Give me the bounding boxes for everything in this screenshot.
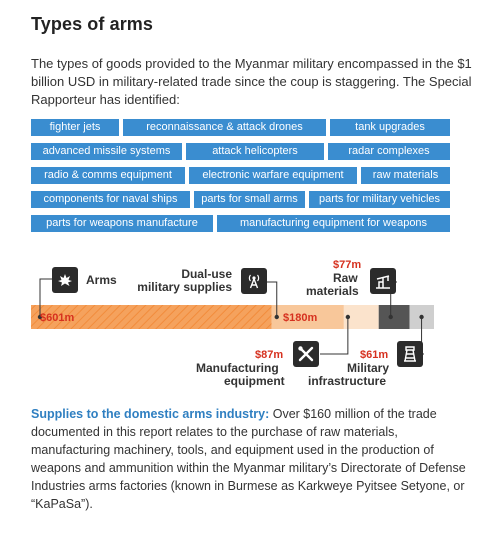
tag-row (31, 143, 450, 160)
label-manufacturing-line1: Manufacturing (196, 361, 279, 375)
footer-lead: Supplies to the domestic arms industry: (31, 407, 270, 421)
label-arms: Arms (86, 273, 117, 287)
value-manufacturing: $87m (255, 349, 284, 361)
value-infrastructure: $61m (360, 349, 389, 361)
bar-segments (31, 305, 434, 329)
label-raw-line2: materials (306, 284, 359, 298)
tag-row (31, 215, 450, 232)
tag-naval-components: components for naval ships (31, 191, 190, 208)
intro-paragraph: The types of goods provided to the Myanmar military encompassed in the $1 billion USD in military-related trade since the coup is staggering. The Special Rapporteur has identified: (31, 56, 472, 107)
tag-manufacturing-equipment: manufacturing equipment for weapons (217, 215, 450, 232)
tag-fighter-jets: fighter jets (31, 119, 119, 136)
label-infra-line1: Military (347, 361, 390, 375)
label-infra-line2: infrastructure (308, 374, 387, 388)
value-dual-use: $180m (283, 312, 318, 324)
tag-attack-helicopters: attack helicopters (186, 143, 324, 160)
tag-radar-complexes: radar complexes (328, 143, 450, 160)
tag-radio-comms: radio & comms equipment (31, 167, 185, 184)
page-title: Types of arms (31, 14, 154, 34)
tower-icon (397, 341, 423, 367)
tag-raw-materials: raw materials (361, 167, 450, 184)
explosion-icon (52, 267, 78, 293)
label-dual-use-line1: Dual-use (181, 267, 232, 281)
footer-body: Over $160 million of the trade documented in this report relates to the purchase of raw materials, manufacturing machinery, tools, and equipment used in the production of weapons and ammunition within the Myanmar military’s Directorate of Defense Industries arms factories (known in Burmese as Karkweye Pyitsee Setyone, or “KaPaSa”). (31, 407, 466, 511)
leader-raw-materials-dot (389, 315, 393, 319)
oil-pump-icon (370, 268, 396, 294)
tag-weapons-manufacture-parts: parts for weapons manufacture (31, 215, 213, 232)
leader-manufacturing-dot (346, 315, 350, 319)
wrench-screwdriver-icon (293, 341, 319, 367)
tag-row (31, 167, 450, 184)
footer-paragraph (31, 405, 476, 513)
label-dual-use-line2: military supplies (137, 280, 232, 294)
tag-row (31, 191, 450, 208)
bar-raw-materials (379, 305, 410, 329)
label-manufacturing-line2: equipment (224, 374, 285, 388)
tag-small-arms-parts: parts for small arms (194, 191, 305, 208)
leader-dual-use-dot (275, 315, 279, 319)
tag-drones: reconnaissance & attack drones (123, 119, 326, 136)
tag-vehicle-parts: parts for military vehicles (309, 191, 450, 208)
radio-tower-icon (241, 268, 267, 294)
tag-tank-upgrades: tank upgrades (330, 119, 450, 136)
label-raw-line1: Raw (333, 271, 358, 285)
leader-infrastructure-dot (419, 315, 423, 319)
arms-breakdown-chart (0, 255, 500, 395)
tag-row (31, 119, 450, 136)
tag-missile-systems: advanced missile systems (31, 143, 182, 160)
tag-electronic-warfare: electronic warfare equipment (189, 167, 357, 184)
arms-type-tags (31, 119, 450, 239)
value-arms: $601m (40, 312, 75, 324)
value-raw-materials: $77m (333, 259, 362, 271)
